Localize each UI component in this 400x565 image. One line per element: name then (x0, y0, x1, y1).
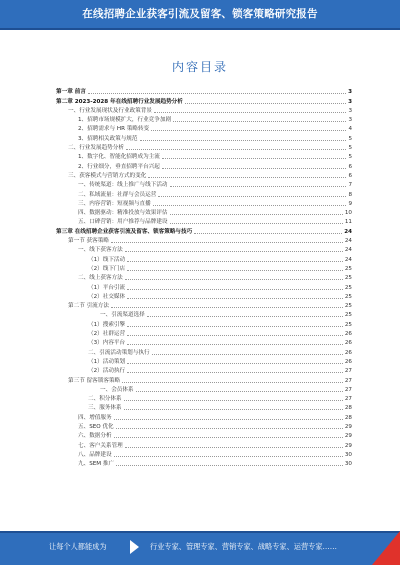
dot-leader (152, 353, 343, 355)
toc-entry-title: 二、行业发展趋势分析 (68, 145, 124, 152)
toc-page-number: 26 (344, 358, 352, 365)
dot-leader (125, 250, 343, 252)
toc-entry-title: （3）内容平台 (88, 340, 126, 347)
dot-leader (122, 381, 343, 383)
dot-leader (185, 102, 346, 104)
toc-entry-title: 一、引流渠道选择 (100, 312, 145, 319)
toc-entry[interactable] (56, 310, 352, 319)
toc-entry-title: 三、获客模式与营销方式的变化 (68, 172, 147, 179)
toc-page-number: 10 (344, 210, 352, 217)
toc-page-number: 25 (344, 312, 352, 319)
toc-chapter-entry[interactable] (56, 96, 352, 105)
footer-divider (0, 531, 400, 533)
toc-entry[interactable] (56, 106, 352, 115)
dot-leader (170, 185, 347, 187)
toc-page-number: 25 (344, 321, 352, 328)
dot-leader (127, 325, 343, 327)
corner-accent (372, 531, 400, 565)
toc-entry[interactable] (56, 161, 352, 170)
dot-leader (127, 362, 343, 364)
toc-entry[interactable] (56, 366, 352, 375)
toc-entry-title: 二、线上获客方法 (78, 275, 123, 282)
dot-leader (148, 176, 346, 178)
toc-page-number: 27 (344, 377, 352, 384)
toc-entry[interactable] (56, 199, 352, 208)
dot-leader (114, 418, 343, 420)
toc-entry-title: 2、行业细分，垂直招聘平台兴起 (78, 163, 160, 170)
toc-page-number: 5 (348, 135, 352, 142)
toc-page-number: 26 (344, 331, 352, 338)
toc-page-number: 3 (348, 117, 352, 124)
toc-entry-title: 1、招聘市场规模扩大，行业竞争加剧 (78, 117, 172, 124)
toc-entry-title: 八、品牌建设 (78, 451, 112, 458)
page-header (0, 0, 400, 30)
toc-entry-title: （1）线下活动 (88, 256, 126, 263)
toc-entry-title: （1）活动策划 (88, 358, 126, 365)
toc-page-number: 7 (348, 182, 352, 189)
dot-leader (124, 408, 343, 410)
dot-leader (127, 343, 343, 345)
toc-page-number: 25 (344, 293, 352, 300)
toc-entry-title: 一、传统渠道：线上推广与线下活动 (78, 182, 168, 189)
dot-leader (147, 315, 343, 317)
toc-page-number: 29 (344, 442, 352, 449)
toc-entry[interactable] (56, 133, 352, 142)
toc-page-number: 24 (344, 228, 352, 235)
dot-leader (124, 399, 343, 401)
toc-entry[interactable] (56, 254, 352, 263)
toc-entry[interactable] (56, 347, 352, 356)
toc-entry-title: （1）搜索引擎 (88, 321, 126, 328)
toc-entry-title: 1、数字化、智能化招聘成为主流 (78, 154, 160, 161)
toc-entry-title: 四、数据驱动：精准投放与效果评估 (78, 210, 168, 217)
toc-page-number: 25 (344, 275, 352, 282)
toc-entry[interactable] (56, 329, 352, 338)
dot-leader (127, 288, 343, 290)
toc-page-number: 6 (348, 172, 352, 179)
toc-entry-title: 一、会员体系 (100, 386, 134, 393)
toc-page-number: 24 (344, 256, 352, 263)
toc-entry-title: 二、引流活动策划与执行 (88, 349, 150, 356)
toc-page-number: 5 (348, 154, 352, 161)
dot-leader (170, 213, 343, 215)
toc-entry[interactable] (56, 375, 352, 384)
dot-leader (127, 260, 343, 262)
dot-leader (127, 371, 343, 373)
toc-entry[interactable] (56, 236, 352, 245)
toc-entry-title: 五、口碑营销：用户推荐与品牌建设 (78, 219, 168, 226)
dot-leader (154, 111, 347, 113)
table-of-contents (56, 87, 352, 468)
toc-entry-title: 第二章 2023-2028 年在线招聘行业发展趋势分析 (56, 98, 183, 105)
toc-entry[interactable] (56, 385, 352, 394)
dot-leader (127, 334, 343, 336)
toc-entry[interactable] (56, 422, 352, 431)
toc-page-number: 26 (344, 349, 352, 356)
dot-leader (114, 436, 343, 438)
dot-leader (125, 278, 343, 280)
toc-entry[interactable] (56, 440, 352, 449)
toc-page-number: 3 (348, 98, 352, 105)
toc-entry-title: 第一节 获客策略 (68, 238, 109, 245)
toc-entry[interactable] (56, 459, 352, 468)
toc-entry-title: 六、数据分析 (78, 433, 112, 440)
toc-entry-title: 二、私域流量：社群与会员运营 (78, 191, 157, 198)
toc-entry-title: （1）平台引流 (88, 284, 126, 291)
toc-heading: 内容目录 (171, 60, 228, 74)
toc-entry[interactable] (56, 264, 352, 273)
dot-leader (114, 455, 343, 457)
toc-page-number: 3 (348, 107, 352, 114)
toc-entry[interactable] (56, 394, 352, 403)
toc-entry-title: 三、内容营销：短视频与直播 (78, 200, 151, 207)
toc-entry[interactable] (56, 189, 352, 198)
toc-entry[interactable] (56, 412, 352, 421)
toc-page-number: 27 (344, 396, 352, 403)
toc-entry[interactable] (56, 115, 352, 124)
toc-entry[interactable] (56, 431, 352, 440)
page-footer (0, 531, 400, 565)
toc-entry[interactable] (56, 338, 352, 347)
toc-entry[interactable] (56, 301, 352, 310)
toc-page-number: 25 (344, 265, 352, 272)
arrow-right-icon (130, 540, 139, 554)
toc-entry-title: 第二节 引流方法 (68, 303, 109, 310)
dot-leader (125, 446, 343, 448)
toc-page-number: 28 (344, 405, 352, 412)
toc-entry-title: 九、SEM 推广 (78, 461, 115, 468)
toc-entry-title: （2）社交媒体 (88, 293, 126, 300)
toc-page-number: 28 (344, 414, 352, 421)
toc-page-number: 9 (348, 200, 352, 207)
dot-leader (162, 157, 347, 159)
toc-page-number: 26 (344, 340, 352, 347)
toc-entry-title: 七、客户关系管理 (78, 442, 123, 449)
toc-entry[interactable] (56, 273, 352, 282)
toc-entry-title: 第一章 前言 (56, 89, 86, 96)
toc-entry[interactable] (56, 282, 352, 291)
dot-leader (126, 148, 346, 150)
toc-entry[interactable] (56, 319, 352, 328)
dot-leader (127, 269, 343, 271)
toc-page-number: 25 (344, 303, 352, 310)
dot-leader (116, 427, 343, 429)
report-title: 在线招聘企业获客引流及留客、锁客策略研究报告 (82, 8, 318, 20)
toc-chapter-entry[interactable] (56, 87, 352, 96)
toc-entry[interactable] (56, 357, 352, 366)
toc-entry-title: 五、SEO 优化 (78, 423, 114, 430)
toc-page-number: 29 (344, 423, 352, 430)
toc-page-number: 4 (348, 126, 352, 133)
toc-entry-title: （2）社群运营 (88, 331, 126, 338)
toc-entry[interactable] (56, 171, 352, 180)
toc-page-number: 30 (344, 451, 352, 458)
toc-entry[interactable] (56, 450, 352, 459)
toc-entry[interactable] (56, 292, 352, 301)
dot-leader (116, 464, 343, 466)
dot-leader (111, 306, 343, 308)
toc-page-number: 24 (344, 247, 352, 254)
toc-entry-title: （2）线下门店 (88, 265, 126, 272)
toc-page-number: 27 (344, 386, 352, 393)
toc-page-number: 8 (348, 191, 352, 198)
toc-entry-title: 四、增值服务 (78, 414, 112, 421)
dot-leader (136, 390, 343, 392)
toc-entry[interactable] (56, 152, 352, 161)
toc-entry[interactable] (56, 180, 352, 189)
dot-leader (173, 120, 346, 122)
toc-chapter-entry[interactable] (56, 226, 352, 235)
dot-leader (162, 167, 347, 169)
toc-entry-title: （2）活动执行 (88, 368, 126, 375)
dot-leader (194, 232, 342, 234)
toc-entry[interactable] (56, 208, 352, 217)
toc-entry-title: 一、行业发展现状及行业政策背景 (68, 107, 152, 114)
toc-page-number: 27 (344, 368, 352, 375)
toc-entry-title: 二、积分体系 (88, 396, 122, 403)
toc-entry-title: 第三节 留客锁客策略 (68, 377, 121, 384)
toc-entry[interactable] (56, 124, 352, 133)
dot-leader (170, 222, 343, 224)
dot-leader (153, 204, 347, 206)
toc-entry[interactable] (56, 403, 352, 412)
toc-entry[interactable] (56, 245, 352, 254)
toc-entry[interactable] (56, 143, 352, 152)
dot-leader (140, 139, 347, 141)
toc-page-number: 11 (344, 219, 352, 226)
toc-entry-title: 一、线下获客方法 (78, 247, 123, 254)
toc-entry-title: 3、招聘相关政策与规范 (78, 135, 138, 142)
dot-leader (111, 241, 343, 243)
toc-page-number: 3 (348, 89, 352, 96)
footer-slogan-left: 让每个人都能成为 (49, 542, 107, 551)
toc-page-number: 6 (348, 163, 352, 170)
toc-page-number: 5 (348, 145, 352, 152)
toc-page-number: 25 (344, 284, 352, 291)
toc-page-number: 24 (344, 238, 352, 245)
dot-leader (158, 195, 346, 197)
toc-entry-title: 三、服务体系 (88, 405, 122, 412)
footer-slogan-right: 行业专家、管理专家、营销专家、战略专家、运营专家…… (150, 542, 337, 551)
dot-leader (127, 297, 343, 299)
toc-entry[interactable] (56, 217, 352, 226)
dot-leader (151, 129, 346, 131)
toc-page-number: 30 (344, 461, 352, 468)
toc-page-number: 29 (344, 433, 352, 440)
dot-leader (88, 92, 346, 94)
toc-entry-title: 第三章 在线招聘企业获客引流及留客、锁客策略与技巧 (56, 228, 193, 235)
toc-entry-title: 2、招聘需求与 HR 策略转变 (78, 126, 150, 133)
